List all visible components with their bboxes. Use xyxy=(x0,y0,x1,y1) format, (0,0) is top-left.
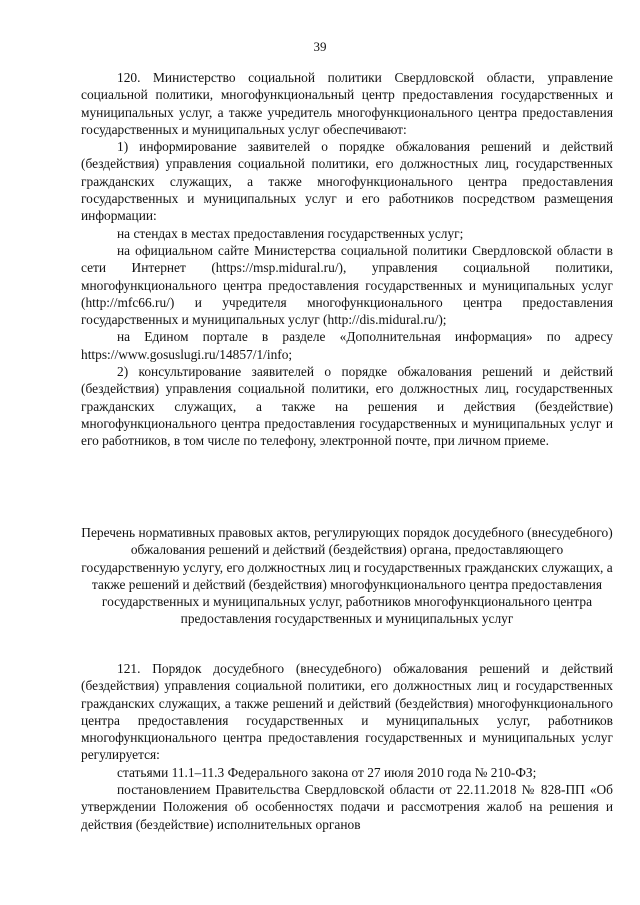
section-heading-text: Перечень нормативных правовых актов, регулирующих порядок досудебного (внесудебного) обжалования решений и действий (бездействия) органа, предоставляющего государственную услугу, его должностных лиц и государственных гражданских служащих, а также решений и действий (бездействия) многофункционального центра предоставления государственных и муниципальных услуг, работников многофункционального центра предоставления государственных и муниципальных услуг xyxy=(81,525,613,627)
paragraph-120-item-2: 2) консультирование заявителей о порядке обжалования решений и действий (бездействия) управления социальной политики, его должностных лиц, государственных гражданских служащих, а также на решения и действия (бездействие) многофункционального центра предоставления государственных и муниципальных услуг и его работников, в том числе по телефону, электронной почте, при личном приеме. xyxy=(81,364,613,449)
page-number: 39 xyxy=(313,39,327,54)
paragraph-121-law: статьями 11.1–11.3 Федерального закона от 27 июля 2010 года № 210-ФЗ; xyxy=(117,764,537,780)
paragraph-120-websites: на официальном сайте Министерства социальной политики Свердловской области в сети Интернет (https://msp.midural.ru/), управления социальной политики, многофункционального центра предоставления государственных и муниципальных услуг (http://mfc66.ru/) и учредителя многофункционального центра предоставления государственных и муниципальных услуг (http://dis.midural.ru/); xyxy=(81,242,613,328)
paragraph-120-item-1: 1) информирование заявителей о порядке обжалования решений и действий (бездействия) управления социальной политики, его должностных лиц, государственных гражданских служащих, а также многофункционального центра предоставления государственных и муниципальных услуг и его работников посредством размещения информации: xyxy=(81,139,613,224)
paragraph-121-intro: 121. Порядок досудебного (внесудебного) обжалования решений и действий (бездействия) управления социальной политики, его должностных лиц и государственных гражданских служащих, а также решений и действий (бездействия) многофункционального центра предоставления государственных и муниципальных услуг, работников многофункционального центра предоставления государственных и муниципальных услуг регулируется: xyxy=(81,661,613,763)
section-121 xyxy=(81,660,613,833)
paragraph-120-intro: 120. Министерство социальной политики Свердловской области, управление социальной политики, многофункциональный центр предоставления государственных и муниципальных услуг, а также учредитель многофункционального центра предоставления государственных и муниципальных услуг обеспечивают: xyxy=(81,70,613,137)
paragraph-120-portal: на Едином портале в разделе «Дополнительная информация» по адресу https://www.gosuslugi.ru/14857/1/info; xyxy=(81,329,613,362)
section-120 xyxy=(81,69,613,450)
paragraph-120-stands: на стендах в местах предоставления государственных услуг; xyxy=(117,225,464,241)
paragraph-121-resolution: постановлением Правительства Свердловской области от 22.11.2018 № 828-ПП «Об утверждении Положения об особенностях подачи и рассмотрения жалоб на решения и действия (бездействие) исполнительных органов xyxy=(81,782,613,832)
section-heading xyxy=(81,524,613,628)
